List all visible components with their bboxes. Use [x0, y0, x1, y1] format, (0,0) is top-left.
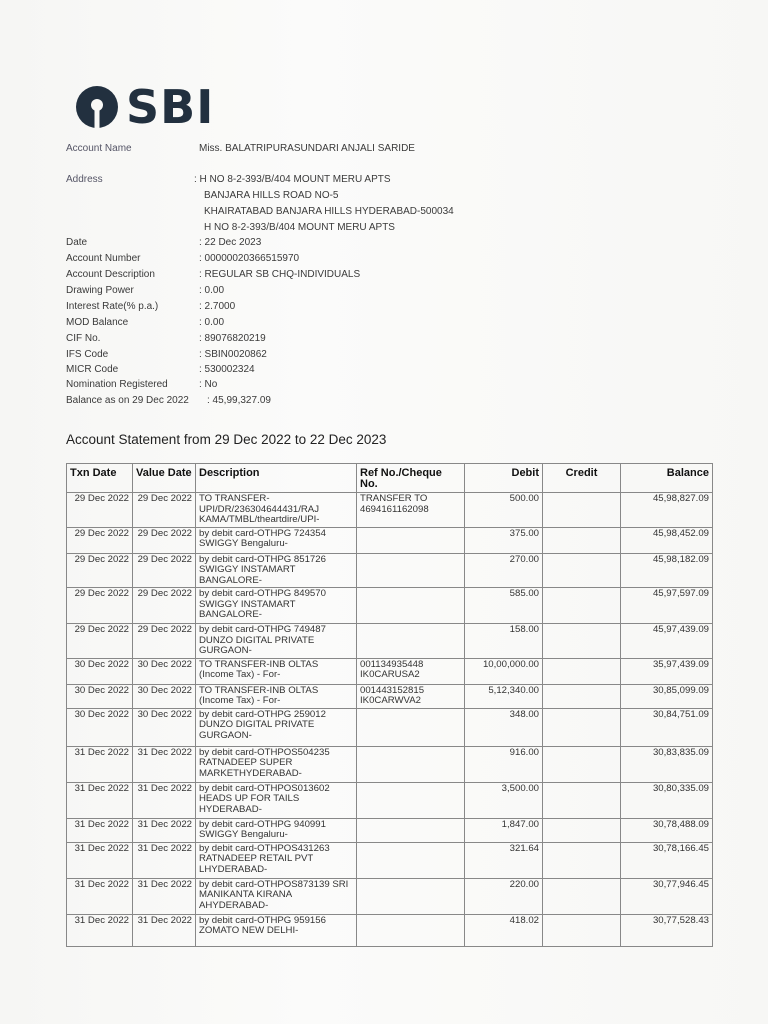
- cell-ref: [357, 818, 465, 842]
- cell-description: by debit card-OTHPG 849570 SWIGGY INSTAMART BANGALORE-: [196, 588, 357, 624]
- cell-balance: 30,77,528.43: [621, 914, 713, 946]
- cell-debit: 3,500.00: [465, 782, 543, 818]
- column-header-value-date: Value Date: [133, 464, 196, 493]
- info-value: Miss. BALATRIPURASUNDARI ANJALI SARIDE: [199, 143, 415, 154]
- cell-txn-date: 29 Dec 2022: [67, 553, 133, 588]
- cell-ref: [357, 782, 465, 818]
- cell-txn-date: 30 Dec 2022: [67, 684, 133, 708]
- cell-debit: 585.00: [465, 588, 543, 624]
- statement-title: Account Statement from 29 Dec 2022 to 22 Dec 2023: [66, 432, 387, 447]
- cell-description: by debit card-OTHPG 940991 SWIGGY Bengaluru-: [196, 818, 357, 842]
- info-label: Drawing Power: [66, 285, 134, 296]
- transactions-table: [66, 463, 713, 947]
- cell-credit: [543, 708, 621, 746]
- table-row: [67, 684, 713, 708]
- cell-txn-date: 31 Dec 2022: [67, 818, 133, 842]
- cell-description: by debit card-OTHPOS504235 RATNADEEP SUPER MARKETHYDERABAD-: [196, 746, 357, 782]
- table-row: [67, 493, 713, 528]
- info-value: : 22 Dec 2023: [199, 237, 262, 248]
- cell-description: by debit card-OTHPG 851726 SWIGGY INSTAMART BANGALORE-: [196, 553, 357, 588]
- cell-ref: [357, 527, 465, 553]
- info-label: MOD Balance: [66, 317, 129, 328]
- cell-credit: [543, 553, 621, 588]
- cell-credit: [543, 588, 621, 624]
- cell-value-date: 29 Dec 2022: [133, 493, 196, 528]
- table-row: [67, 553, 713, 588]
- cell-value-date: 29 Dec 2022: [133, 553, 196, 588]
- cell-credit: [543, 658, 621, 684]
- cell-debit: 1,847.00: [465, 818, 543, 842]
- cell-credit: [543, 878, 621, 914]
- cell-value-date: 30 Dec 2022: [133, 658, 196, 684]
- cell-debit: 10,00,000.00: [465, 658, 543, 684]
- table-row: [67, 914, 713, 946]
- cell-credit: [543, 842, 621, 878]
- table-header-row: [67, 464, 713, 493]
- cell-value-date: 29 Dec 2022: [133, 624, 196, 659]
- cell-balance: 30,83,835.09: [621, 746, 713, 782]
- cell-txn-date: 30 Dec 2022: [67, 658, 133, 684]
- cell-balance: 45,98,182.09: [621, 553, 713, 588]
- table-row: [67, 588, 713, 624]
- info-label: IFS Code: [66, 349, 109, 360]
- column-header-debit: Debit: [465, 464, 543, 493]
- info-value: : No: [199, 379, 218, 390]
- info-value: : REGULAR SB CHQ-INDIVIDUALS: [199, 269, 361, 280]
- cell-txn-date: 31 Dec 2022: [67, 842, 133, 878]
- info-label: Nomination Registered: [66, 379, 168, 390]
- cell-ref: [357, 842, 465, 878]
- cell-balance: 45,98,827.09: [621, 493, 713, 528]
- info-value: : 530002324: [199, 364, 255, 375]
- sbi-logo: [74, 80, 215, 134]
- cell-value-date: 31 Dec 2022: [133, 842, 196, 878]
- table-row: [67, 878, 713, 914]
- info-value: : 0.00: [199, 285, 225, 296]
- cell-debit: 270.00: [465, 553, 543, 588]
- info-value: : 89076820219: [199, 333, 266, 344]
- cell-balance: 30,84,751.09: [621, 708, 713, 746]
- info-label: Account Description: [66, 269, 155, 280]
- info-value: KHAIRATABAD BANJARA HILLS HYDERABAD-500034: [204, 206, 454, 217]
- cell-ref: TRANSFER TO 4694161162098: [357, 493, 465, 528]
- table-row: [67, 708, 713, 746]
- cell-balance: 30,77,946.45: [621, 878, 713, 914]
- cell-ref: [357, 553, 465, 588]
- cell-ref: [357, 624, 465, 659]
- cell-description: TO TRANSFER-INB OLTAS (Income Tax) - For-: [196, 684, 357, 708]
- cell-value-date: 31 Dec 2022: [133, 782, 196, 818]
- cell-value-date: 29 Dec 2022: [133, 588, 196, 624]
- cell-description: TO TRANSFER-UPI/DR/236304644431/RAJ KAMA/TMBL/theartdire/UPI-: [196, 493, 357, 528]
- cell-ref: [357, 914, 465, 946]
- cell-description: by debit card-OTHPG 259012 DUNZO DIGITAL PRIVATE GURGAON-: [196, 708, 357, 746]
- cell-value-date: 29 Dec 2022: [133, 527, 196, 553]
- cell-balance: 30,80,335.09: [621, 782, 713, 818]
- column-header-balance: Balance: [621, 464, 713, 493]
- cell-txn-date: 29 Dec 2022: [67, 588, 133, 624]
- column-header-txn-date: Txn Date: [67, 464, 133, 493]
- cell-description: by debit card-OTHPOS431263 RATNADEEP RETAIL PVT LHYDERABAD-: [196, 842, 357, 878]
- cell-debit: 916.00: [465, 746, 543, 782]
- cell-value-date: 31 Dec 2022: [133, 818, 196, 842]
- info-label: Account Name: [66, 143, 132, 154]
- info-label: Date: [66, 237, 88, 248]
- cell-value-date: 30 Dec 2022: [133, 708, 196, 746]
- sbi-logo-text: SBI: [126, 80, 215, 134]
- cell-txn-date: 31 Dec 2022: [67, 782, 133, 818]
- cell-debit: 321.64: [465, 842, 543, 878]
- cell-balance: 45,97,439.09: [621, 624, 713, 659]
- cell-balance: 30,85,099.09: [621, 684, 713, 708]
- table-row: [67, 818, 713, 842]
- cell-description: by debit card-OTHPOS013602 HEADS UP FOR TAILS HYDERABAD-: [196, 782, 357, 818]
- cell-debit: 375.00: [465, 527, 543, 553]
- info-value: : 45,99,327.09: [207, 395, 271, 406]
- cell-ref: [357, 746, 465, 782]
- cell-ref: [357, 588, 465, 624]
- table-row: [67, 658, 713, 684]
- cell-balance: 35,97,439.09: [621, 658, 713, 684]
- cell-debit: 418.02: [465, 914, 543, 946]
- cell-debit: 5,12,340.00: [465, 684, 543, 708]
- cell-debit: 220.00: [465, 878, 543, 914]
- cell-txn-date: 29 Dec 2022: [67, 527, 133, 553]
- cell-debit: 500.00: [465, 493, 543, 528]
- info-value: H NO 8-2-393/B/404 MOUNT MERU APTS: [204, 222, 395, 233]
- cell-value-date: 31 Dec 2022: [133, 878, 196, 914]
- cell-credit: [543, 624, 621, 659]
- cell-credit: [543, 493, 621, 528]
- cell-credit: [543, 746, 621, 782]
- column-header-ref: Ref No./Cheque No.: [357, 464, 465, 493]
- cell-ref: [357, 878, 465, 914]
- info-label: MICR Code: [66, 364, 119, 375]
- cell-description: TO TRANSFER-INB OLTAS (Income Tax) - For-: [196, 658, 357, 684]
- cell-txn-date: 30 Dec 2022: [67, 708, 133, 746]
- info-value: : H NO 8-2-393/B/404 MOUNT MERU APTS: [194, 174, 391, 185]
- cell-ref: 001134935448 IK0CARUSA2: [357, 658, 465, 684]
- cell-balance: 30,78,166.45: [621, 842, 713, 878]
- info-label: Account Number: [66, 253, 141, 264]
- info-value: : 00000020366515970: [199, 253, 300, 264]
- cell-ref: [357, 708, 465, 746]
- cell-description: by debit card-OTHPG 959156 ZOMATO NEW DELHI-: [196, 914, 357, 946]
- cell-credit: [543, 914, 621, 946]
- cell-txn-date: 31 Dec 2022: [67, 878, 133, 914]
- cell-ref: 001443152815 IK0CARWVA2: [357, 684, 465, 708]
- cell-txn-date: 31 Dec 2022: [67, 914, 133, 946]
- cell-balance: 30,78,488.09: [621, 818, 713, 842]
- cell-txn-date: 29 Dec 2022: [67, 624, 133, 659]
- info-value: BANJARA HILLS ROAD NO-5: [204, 190, 339, 201]
- cell-txn-date: 31 Dec 2022: [67, 746, 133, 782]
- cell-description: by debit card-OTHPOS873139 SRI MANIKANTA KIRANA AHYDERABAD-: [196, 878, 357, 914]
- table-row: [67, 782, 713, 818]
- info-value: : 2.7000: [199, 301, 236, 312]
- cell-debit: 158.00: [465, 624, 543, 659]
- sbi-logo-icon: [74, 84, 120, 130]
- cell-credit: [543, 818, 621, 842]
- cell-balance: 45,98,452.09: [621, 527, 713, 553]
- column-header-description: Description: [196, 464, 357, 493]
- info-value: : SBIN0020862: [199, 349, 267, 360]
- cell-description: by debit card-OTHPG 749487 DUNZO DIGITAL PRIVATE GURGAON-: [196, 624, 357, 659]
- cell-credit: [543, 782, 621, 818]
- info-label: CIF No.: [66, 333, 101, 344]
- cell-value-date: 31 Dec 2022: [133, 914, 196, 946]
- info-label: Address: [66, 174, 103, 185]
- cell-credit: [543, 684, 621, 708]
- table-row: [67, 746, 713, 782]
- table-row: [67, 624, 713, 659]
- cell-value-date: 30 Dec 2022: [133, 684, 196, 708]
- table-row: [67, 527, 713, 553]
- cell-credit: [543, 527, 621, 553]
- cell-description: by debit card-OTHPG 724354 SWIGGY Bengaluru-: [196, 527, 357, 553]
- cell-txn-date: 29 Dec 2022: [67, 493, 133, 528]
- cell-balance: 45,97,597.09: [621, 588, 713, 624]
- table-row: [67, 842, 713, 878]
- info-label: Interest Rate(% p.a.): [66, 301, 159, 312]
- info-value: : 0.00: [199, 317, 225, 328]
- column-header-credit: Credit: [543, 464, 621, 493]
- cell-debit: 348.00: [465, 708, 543, 746]
- cell-value-date: 31 Dec 2022: [133, 746, 196, 782]
- info-label: Balance as on 29 Dec 2022: [66, 395, 189, 406]
